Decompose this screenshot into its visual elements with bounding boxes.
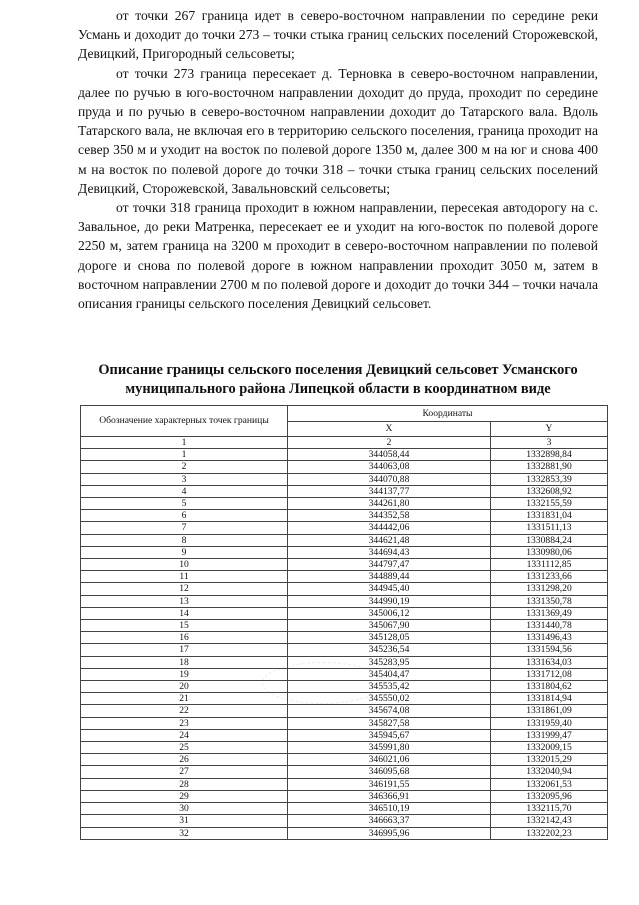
y-coordinate-cell: 1332040,94 <box>491 766 608 778</box>
table-row <box>81 571 608 583</box>
x-coordinate-cell: 345128,05 <box>288 632 491 644</box>
y-coordinate-cell: 1332853,39 <box>491 473 608 485</box>
x-coordinate-cell: 345067,90 <box>288 620 491 632</box>
x-coordinate-cell: 345674,08 <box>288 705 491 717</box>
header-coordinates: Координаты <box>288 406 608 422</box>
point-number-cell: 25 <box>81 742 288 754</box>
table-row <box>81 717 608 729</box>
point-number-cell: 11 <box>81 571 288 583</box>
point-number-cell: 12 <box>81 583 288 595</box>
y-coordinate-cell: 1331369,49 <box>491 607 608 619</box>
table-row <box>81 827 608 839</box>
column-number: 1 <box>81 437 288 449</box>
header-y: Y <box>491 421 608 437</box>
point-number-cell: 5 <box>81 498 288 510</box>
y-coordinate-cell: 1332142,43 <box>491 815 608 827</box>
x-coordinate-cell: 346095,68 <box>288 766 491 778</box>
y-coordinate-cell: 1331634,03 <box>491 656 608 668</box>
point-number-cell: 17 <box>81 644 288 656</box>
x-coordinate-cell: 344442,06 <box>288 522 491 534</box>
point-number-cell: 24 <box>81 729 288 741</box>
table-row <box>81 546 608 558</box>
y-coordinate-cell: 1330980,06 <box>491 546 608 558</box>
x-coordinate-cell: 345535,42 <box>288 681 491 693</box>
x-coordinate-cell: 344797,47 <box>288 559 491 571</box>
point-number-cell: 16 <box>81 632 288 644</box>
body-text <box>78 6 598 313</box>
table-row <box>81 790 608 802</box>
table-row <box>81 620 608 632</box>
table-row <box>81 778 608 790</box>
paragraph: от точки 267 граница идет в северо-восточном направлении по середине реки Усмань и доходит до точки 273 – точки стыка границ сельских поселений Сторожевской, Девицкий, Пригородный сельсоветы; <box>78 8 598 62</box>
point-number-cell: 28 <box>81 778 288 790</box>
x-coordinate-cell: 344694,43 <box>288 546 491 558</box>
point-number-cell: 15 <box>81 620 288 632</box>
table-row <box>81 595 608 607</box>
y-coordinate-cell: 1331814,94 <box>491 693 608 705</box>
x-coordinate-cell: 345006,12 <box>288 607 491 619</box>
y-coordinate-cell: 1331804,62 <box>491 681 608 693</box>
point-number-cell: 32 <box>81 827 288 839</box>
table-row <box>81 815 608 827</box>
x-coordinate-cell: 346663,37 <box>288 815 491 827</box>
heading-line: Описание границы сельского поселения Девицкий сельсовет Усманского <box>98 362 578 378</box>
y-coordinate-cell: 1331440,78 <box>491 620 608 632</box>
point-number-cell: 19 <box>81 668 288 680</box>
y-coordinate-cell: 1332202,23 <box>491 827 608 839</box>
header-x: X <box>288 421 491 437</box>
y-coordinate-cell: 1332015,29 <box>491 754 608 766</box>
x-coordinate-cell: 345550,02 <box>288 693 491 705</box>
x-coordinate-cell: 345827,58 <box>288 717 491 729</box>
table-row <box>81 522 608 534</box>
y-coordinate-cell: 1331298,20 <box>491 583 608 595</box>
x-coordinate-cell: 346021,06 <box>288 754 491 766</box>
table-row <box>81 803 608 815</box>
point-number-cell: 26 <box>81 754 288 766</box>
table-row <box>81 607 608 619</box>
x-coordinate-cell: 344063,08 <box>288 461 491 473</box>
y-coordinate-cell: 1331112,85 <box>491 559 608 571</box>
coordinates-body <box>81 449 608 840</box>
y-coordinate-cell: 1332009,15 <box>491 742 608 754</box>
y-coordinate-cell: 1332155,59 <box>491 498 608 510</box>
point-number-cell: 21 <box>81 693 288 705</box>
point-number-cell: 7 <box>81 522 288 534</box>
x-coordinate-cell: 346995,96 <box>288 827 491 839</box>
y-coordinate-cell: 1332608,92 <box>491 485 608 497</box>
column-number: 2 <box>288 437 491 449</box>
y-coordinate-cell: 1332115,70 <box>491 803 608 815</box>
point-number-cell: 13 <box>81 595 288 607</box>
x-coordinate-cell: 346191,55 <box>288 778 491 790</box>
table-row <box>81 485 608 497</box>
table-row <box>81 644 608 656</box>
y-coordinate-cell: 1331712,08 <box>491 668 608 680</box>
table-row <box>81 729 608 741</box>
point-number-cell: 2 <box>81 461 288 473</box>
y-coordinate-cell: 1330884,24 <box>491 534 608 546</box>
x-coordinate-cell: 344945,40 <box>288 583 491 595</box>
y-coordinate-cell: 1331350,78 <box>491 595 608 607</box>
x-coordinate-cell: 344070,88 <box>288 473 491 485</box>
paragraph: от точки 273 граница пересекает д. Терновка в северо-восточном направлении, далее по ручью в юго-восточном направлении доходит до пруда, проходит по середине пруда и по ручью в северо-восточном направлении доходит до Татарского вала. Вдоль Татарского вала, не включая его в территорию сельского поселения, граница проходит на север 350 м и уходит на восток по полевой дороге 1350 м, далее 300 м на юг и снова 400 м на восток по полевой дороге до точки 318 – точки стыка границ сельских поселений Девицкий, Сторожевской, Завальновский сельсоветы; <box>78 65 598 196</box>
table-row <box>81 705 608 717</box>
table-row <box>81 754 608 766</box>
table-row <box>81 632 608 644</box>
table-row <box>81 559 608 571</box>
y-coordinate-cell: 1331861,09 <box>491 705 608 717</box>
y-coordinate-cell: 1331233,66 <box>491 571 608 583</box>
point-number-cell: 30 <box>81 803 288 815</box>
table-row <box>81 461 608 473</box>
y-coordinate-cell: 1331999,47 <box>491 729 608 741</box>
header-point-designation: Обозначение характерных точек границы <box>81 406 288 437</box>
point-number-cell: 6 <box>81 510 288 522</box>
x-coordinate-cell: 345404,47 <box>288 668 491 680</box>
point-number-cell: 23 <box>81 717 288 729</box>
y-coordinate-cell: 1331511,13 <box>491 522 608 534</box>
x-coordinate-cell: 345283,95 <box>288 656 491 668</box>
table-row <box>81 583 608 595</box>
y-coordinate-cell: 1332898,84 <box>491 449 608 461</box>
point-number-cell: 1 <box>81 449 288 461</box>
table-row <box>81 449 608 461</box>
table-row <box>81 498 608 510</box>
y-coordinate-cell: 1332061,53 <box>491 778 608 790</box>
heading-line: муниципального района Липецкой области в координатном виде <box>125 381 551 397</box>
y-coordinate-cell: 1332095,96 <box>491 790 608 802</box>
y-coordinate-cell: 1331831,04 <box>491 510 608 522</box>
point-number-cell: 29 <box>81 790 288 802</box>
y-coordinate-cell: 1332881,90 <box>491 461 608 473</box>
x-coordinate-cell: 344261,80 <box>288 498 491 510</box>
x-coordinate-cell: 345236,54 <box>288 644 491 656</box>
x-coordinate-cell: 344889,44 <box>288 571 491 583</box>
x-coordinate-cell: 344137,77 <box>288 485 491 497</box>
coordinates-table <box>80 405 608 840</box>
x-coordinate-cell: 344058,44 <box>288 449 491 461</box>
faint-stamp <box>262 662 384 704</box>
point-number-cell: 8 <box>81 534 288 546</box>
point-number-cell: 31 <box>81 815 288 827</box>
point-number-cell: 9 <box>81 546 288 558</box>
point-number-cell: 10 <box>81 559 288 571</box>
x-coordinate-cell: 345991,80 <box>288 742 491 754</box>
y-coordinate-cell: 1331959,40 <box>491 717 608 729</box>
x-coordinate-cell: 344990,19 <box>288 595 491 607</box>
x-coordinate-cell: 346366,91 <box>288 790 491 802</box>
table-row <box>81 534 608 546</box>
column-number: 3 <box>491 437 608 449</box>
table-row <box>81 742 608 754</box>
section-heading <box>78 361 598 399</box>
point-number-cell: 27 <box>81 766 288 778</box>
table-row <box>81 510 608 522</box>
point-number-cell: 18 <box>81 656 288 668</box>
point-number-cell: 20 <box>81 681 288 693</box>
x-coordinate-cell: 344621,48 <box>288 534 491 546</box>
x-coordinate-cell: 345945,67 <box>288 729 491 741</box>
point-number-cell: 14 <box>81 607 288 619</box>
point-number-cell: 4 <box>81 485 288 497</box>
point-number-cell: 22 <box>81 705 288 717</box>
x-coordinate-cell: 346510,19 <box>288 803 491 815</box>
point-number-cell: 3 <box>81 473 288 485</box>
x-coordinate-cell: 344352,58 <box>288 510 491 522</box>
y-coordinate-cell: 1331496,43 <box>491 632 608 644</box>
table-row <box>81 473 608 485</box>
paragraph: от точки 318 граница проходит в южном направлении, пересекая автодорогу на с. Завальное, до реки Матренка, пересекает ее и уходит на юго-восток по полевой дороге 2250 м, затем граница на 3200 м проходит в северо-восточном направлении по полевой дороге и снова по полевой дороге в южном направлении проходит 3050 м, затем в восточном направлении 2700 м по полевой дороге и доходит до точки 344 – точки начала описания границы сельского поселения Девицкий сельсовет. <box>78 200 598 312</box>
y-coordinate-cell: 1331594,56 <box>491 644 608 656</box>
table-row <box>81 766 608 778</box>
